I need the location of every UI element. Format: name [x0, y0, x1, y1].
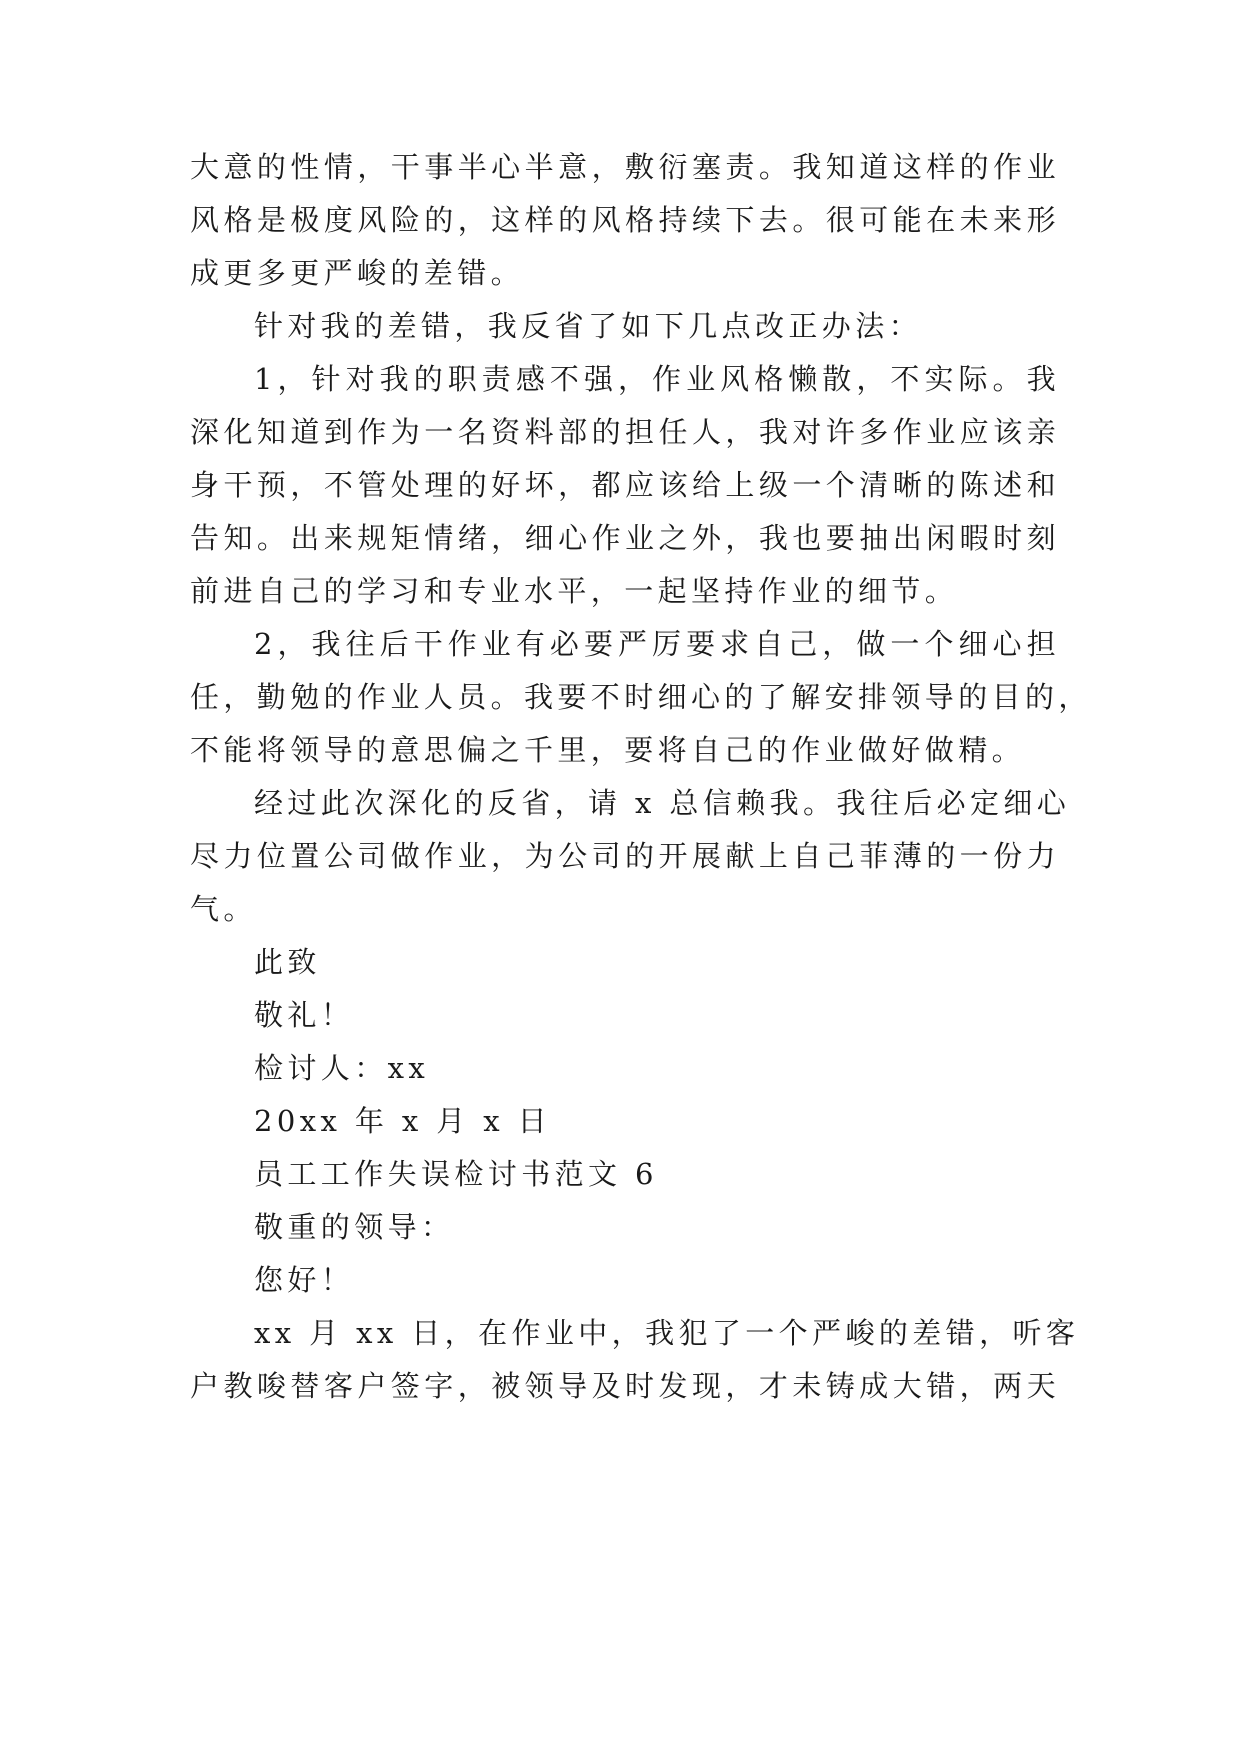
greeting-line: 敬重的领导：	[254, 1210, 455, 1244]
body-text-line: 身干预，不管处理的好坏，都应该给上级一个清晰的陈述和	[190, 468, 1060, 502]
paragraph-start-line: 针对我的差错，我反省了如下几点改正办法：	[254, 309, 923, 343]
body-text-line: 告知。出来规矩情绪，细心作业之外，我也要抽出闲暇时刻	[190, 521, 1060, 555]
body-text-line: 任，勤勉的作业人员。我要不时细心的了解安排领导的目的，	[190, 680, 1092, 714]
body-text-line: 深化知道到作为一名资料部的担任人，我对许多作业应该亲	[190, 415, 1060, 449]
date-line: 20xx 年 x 月 x 日	[254, 1104, 552, 1138]
body-text-line: 大意的性情，干事半心半意，敷衍塞责。我知道这样的作业	[190, 150, 1060, 184]
body-text-line: 气。	[190, 892, 257, 926]
section-title: 员工工作失误检讨书范文 6	[254, 1157, 658, 1191]
signature-line: 检讨人：xx	[254, 1051, 430, 1085]
paragraph-start-line: xx 月 xx 日，在作业中，我犯了一个严峻的差错，听客	[254, 1316, 1080, 1350]
body-text-line: 户教唆替客户签字，被领导及时发现，才未铸成大错，两天	[190, 1369, 1060, 1403]
body-text-line: 前进自己的学习和专业水平，一起坚持作业的细节。	[190, 574, 959, 608]
list-item-1-line: 1，针对我的职责感不强，作业风格懒散，不实际。我	[254, 362, 1060, 396]
greeting-line: 您好！	[254, 1263, 355, 1297]
closing-salutation: 敬礼！	[254, 998, 355, 1032]
closing-line: 此致	[254, 945, 321, 979]
body-text-line: 成更多更严峻的差错。	[190, 256, 525, 290]
list-item-2-line: 2，我往后干作业有必要严厉要求自己，做一个细心担	[254, 627, 1060, 661]
body-text-line: 风格是极度风险的，这样的风格持续下去。很可能在未来形	[190, 203, 1060, 237]
paragraph-start-line: 经过此次深化的反省，请 x 总信赖我。我往后必定细心	[254, 786, 1071, 820]
body-text-line: 不能将领导的意思偏之千里，要将自己的作业做好做精。	[190, 733, 1026, 767]
body-text-line: 尽力位置公司做作业，为公司的开展献上自己菲薄的一份力	[190, 839, 1060, 873]
